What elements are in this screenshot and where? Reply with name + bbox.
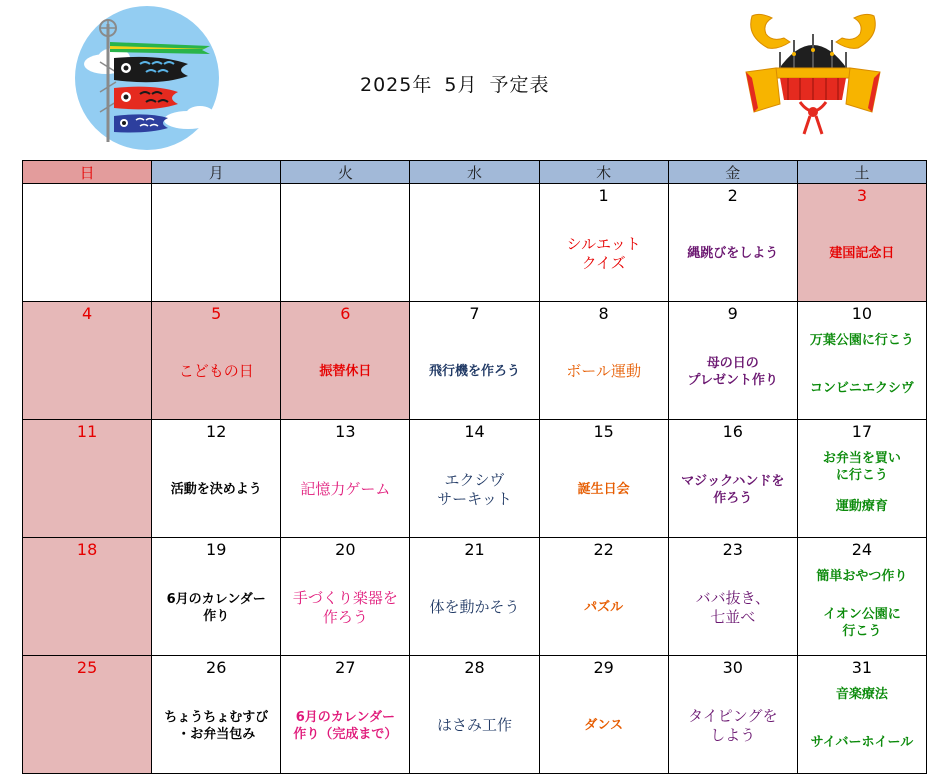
calendar-day-cell (23, 538, 152, 656)
event-label: シルエット クイズ (566, 235, 641, 272)
day-number: 5 (211, 304, 222, 323)
calendar-day-cell (668, 184, 797, 302)
event-label: 体を動かそう (429, 598, 520, 616)
event-label: タイピングを しよう (688, 707, 778, 744)
day-number: 7 (469, 304, 480, 323)
calendar-day-cell (281, 302, 410, 420)
event-label: はさみ工作 (436, 716, 512, 734)
calendar-day-cell (797, 302, 926, 420)
weekday-header: 金 (668, 161, 797, 184)
calendar-day-cell (281, 420, 410, 538)
day-number: 22 (593, 540, 614, 559)
event-label: 運動療育 (835, 499, 888, 514)
kabuto-helmet-icon (738, 8, 888, 138)
calendar-day-cell (539, 538, 668, 656)
day-number: 17 (851, 422, 873, 441)
event-label: イオン公園に 行こう (823, 607, 901, 639)
day-number: 9 (727, 304, 738, 323)
event-label: ババ抜き、 七並べ (695, 589, 770, 626)
day-number: 20 (335, 540, 356, 559)
calendar-day-cell (797, 656, 926, 774)
day-number: 23 (722, 540, 743, 559)
calendar-day-cell (410, 302, 539, 420)
event-label: 6月のカレンダー 作り（完成まで） (293, 710, 398, 742)
event-label: お弁当を買い に行こう (822, 451, 901, 483)
calendar-day-cell (668, 656, 797, 774)
event-label: エクシヴ サーキット (437, 471, 512, 508)
day-number: 25 (76, 658, 98, 677)
calendar-week-row (23, 420, 927, 538)
event-label: 6月のカレンダー 作り (166, 592, 266, 624)
calendar-week-row (23, 656, 927, 774)
event-label: ダンス (584, 718, 623, 733)
calendar-day-cell (797, 420, 926, 538)
day-number: 30 (722, 658, 743, 677)
day-number: 15 (593, 422, 614, 441)
day-number: 8 (598, 304, 609, 323)
day-number: 3 (856, 186, 868, 205)
event-label: ボール運動 (566, 362, 641, 380)
calendar-day-cell (281, 184, 410, 302)
event-label: 縄跳びをしよう (687, 246, 779, 261)
title-year: 2025年 (360, 74, 433, 96)
day-number: 27 (335, 658, 356, 677)
day-number: 21 (464, 540, 485, 559)
day-number: 26 (206, 658, 227, 677)
day-number: 4 (81, 304, 93, 323)
calendar-day-cell (152, 420, 281, 538)
event-label: 万葉公園に行こう (809, 333, 914, 348)
calendar-day-cell (539, 184, 668, 302)
day-number: 29 (593, 658, 614, 677)
calendar-day-cell (539, 420, 668, 538)
calendar-day-cell (23, 302, 152, 420)
calendar-body (23, 184, 927, 774)
event-label: 建国記念日 (829, 246, 895, 261)
calendar-day-cell (797, 538, 926, 656)
day-number: 19 (206, 540, 227, 559)
event-label: 誕生日会 (577, 482, 630, 497)
weekday-header: 月 (152, 161, 281, 184)
page-title (360, 70, 561, 97)
weekday-header: 火 (281, 161, 410, 184)
day-number: 14 (464, 422, 485, 441)
event-label: 手づくり楽器を 作ろう (292, 589, 398, 626)
calendar-day-cell (797, 184, 926, 302)
event-label: 音楽療法 (835, 687, 888, 702)
day-number: 2 (727, 186, 738, 205)
day-number: 18 (76, 540, 98, 559)
koinobori-icon (70, 2, 224, 150)
event-label: 活動を決めよう (170, 482, 262, 497)
day-number: 31 (851, 658, 873, 677)
calendar-day-cell (410, 656, 539, 774)
calendar-day-cell (410, 420, 539, 538)
calendar-day-cell (539, 656, 668, 774)
calendar-day-cell (281, 656, 410, 774)
day-number: 24 (851, 540, 873, 559)
calendar-day-cell (668, 420, 797, 538)
day-number: 6 (340, 304, 351, 323)
calendar-week-row (23, 302, 927, 420)
calendar-day-cell (152, 184, 281, 302)
title-month: 5月 (444, 74, 478, 96)
calendar-table (22, 160, 927, 774)
day-number: 16 (722, 422, 743, 441)
event-label: 母の日の プレゼント作り (687, 356, 779, 388)
calendar-day-cell (539, 302, 668, 420)
event-label: 記憶力ゲーム (300, 480, 391, 498)
weekday-header: 日 (23, 161, 152, 184)
weekday-header: 木 (539, 161, 668, 184)
day-number: 12 (206, 422, 227, 441)
weekday-header-row (23, 161, 927, 184)
weekday-header: 土 (797, 161, 926, 184)
event-label: 簡単おやつ作り (816, 569, 908, 584)
title-label: 予定表 (489, 74, 550, 96)
calendar-day-cell (23, 420, 152, 538)
calendar-day-cell (281, 538, 410, 656)
event-label: マジックハンドを 作ろう (681, 474, 785, 506)
calendar-day-cell (23, 184, 152, 302)
calendar-week-row (23, 538, 927, 656)
calendar-day-cell (668, 302, 797, 420)
calendar-day-cell (152, 656, 281, 774)
event-label: 飛行機を作ろう (428, 364, 520, 379)
event-label: コンビニエクシヴ (809, 381, 914, 396)
event-label: パズル (584, 600, 624, 615)
calendar-day-cell (668, 538, 797, 656)
event-label: こどもの日 (178, 362, 254, 380)
event-label: 振替休日 (319, 364, 372, 379)
event-label: ちょうちょむすび ・お弁当包み (164, 710, 269, 742)
calendar-day-cell (410, 538, 539, 656)
calendar-day-cell (23, 656, 152, 774)
calendar-week-row (23, 184, 927, 302)
calendar-day-cell (152, 302, 281, 420)
event-label: サイバーホイール (810, 735, 914, 750)
day-number: 10 (851, 304, 873, 323)
day-number: 11 (76, 422, 98, 441)
day-number: 1 (598, 186, 609, 205)
calendar-day-cell (410, 184, 539, 302)
day-number: 28 (464, 658, 485, 677)
day-number: 13 (335, 422, 356, 441)
calendar-day-cell (152, 538, 281, 656)
weekday-header: 水 (410, 161, 539, 184)
